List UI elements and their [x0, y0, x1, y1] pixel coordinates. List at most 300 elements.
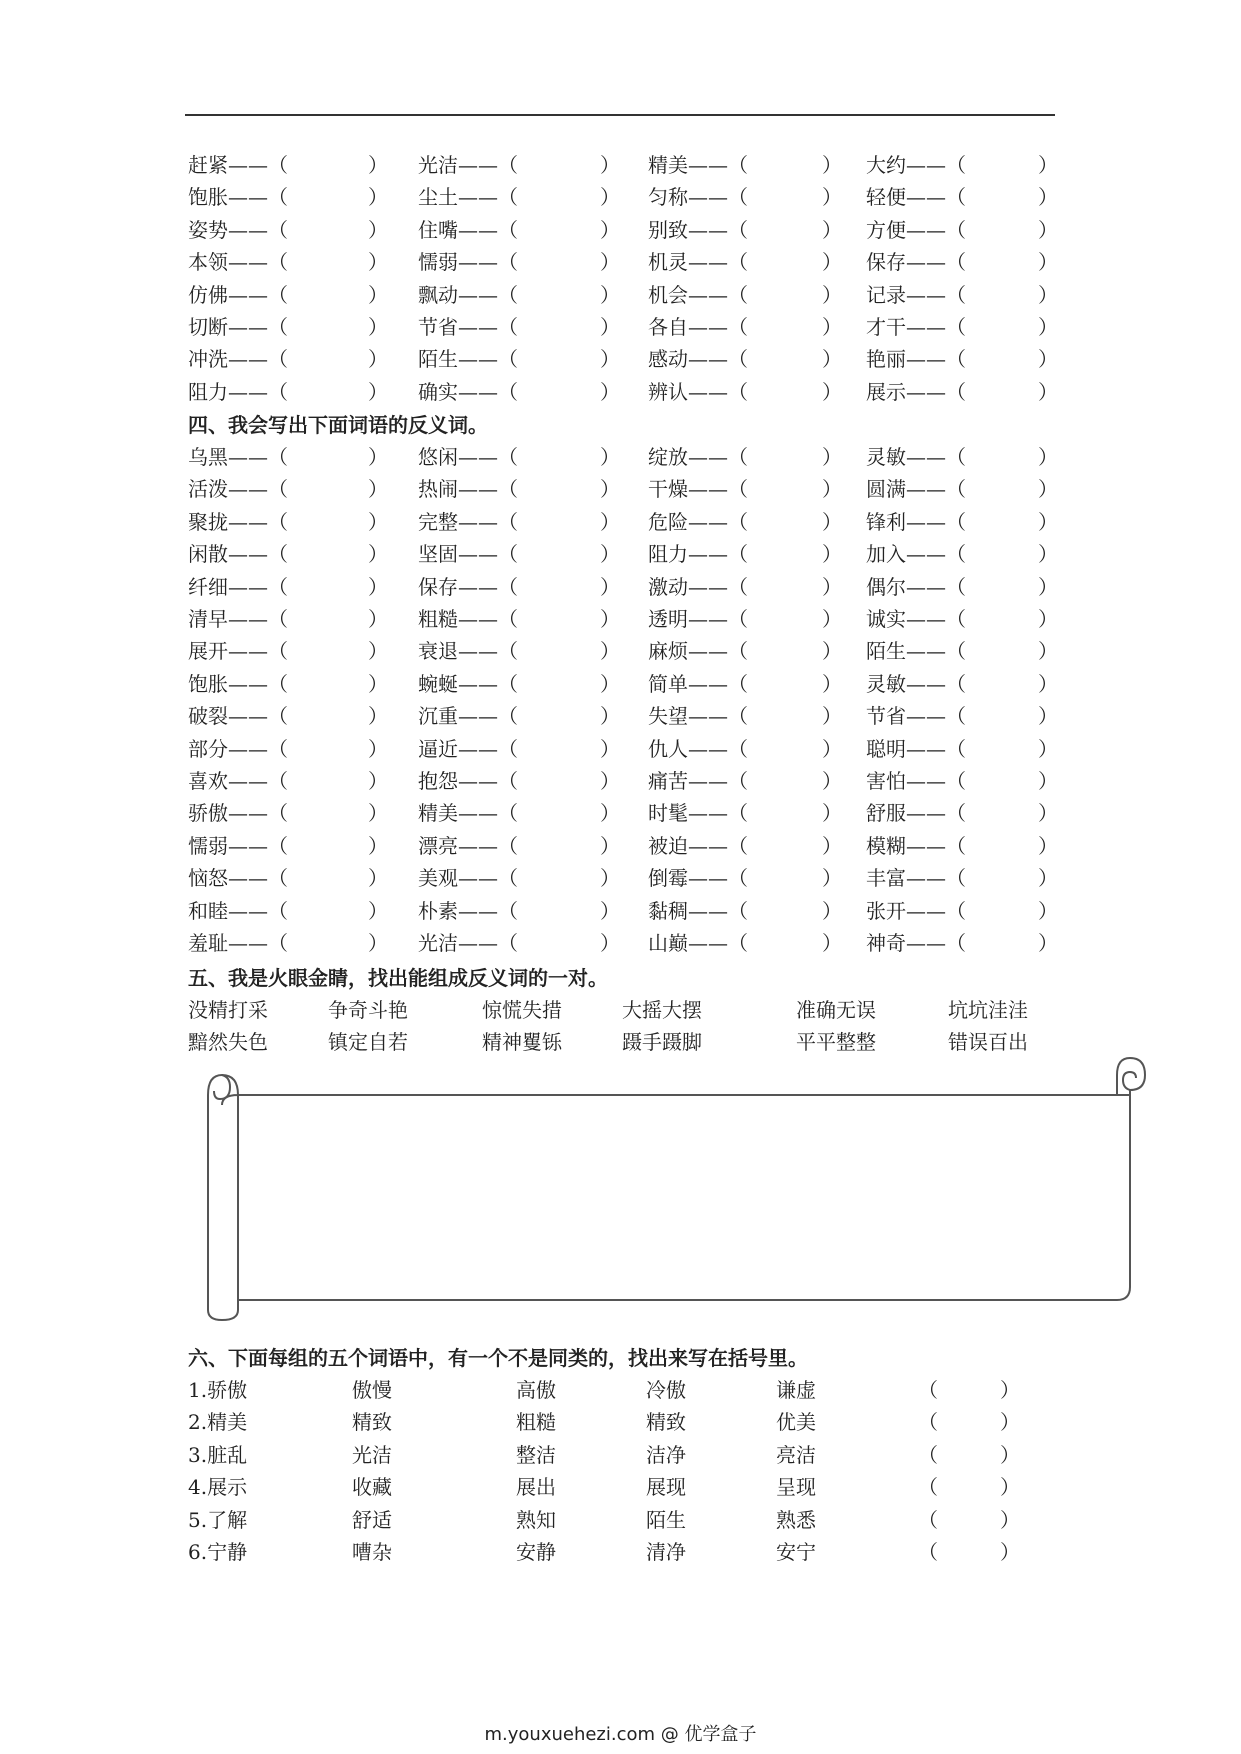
- open-paren: （: [498, 315, 518, 339]
- word-cell: 才干: [866, 315, 906, 339]
- open-paren: （: [946, 898, 966, 923]
- word-cell: 陌生: [646, 1507, 686, 1532]
- open-paren: （: [498, 445, 518, 469]
- answer-close-paren: ）: [368, 931, 388, 955]
- idiom-item: 坑坑洼洼: [948, 998, 1028, 1022]
- word-cell: 别致: [648, 217, 688, 242]
- open-paren: （: [728, 542, 748, 567]
- open-paren: （: [918, 1410, 938, 1435]
- open-paren: （: [498, 250, 518, 275]
- dash-glyph: ——: [906, 574, 946, 599]
- dash-glyph: ——: [458, 607, 498, 631]
- open-paren: （: [498, 574, 518, 599]
- open-paren: （: [946, 477, 966, 502]
- word-cell: 聚拢: [188, 509, 228, 534]
- word-cell: 感动: [648, 347, 688, 372]
- answer-close-paren: ）: [1038, 250, 1058, 275]
- word-cell: 热闹: [418, 477, 458, 502]
- word-cell: 简单: [648, 671, 688, 696]
- answer-close-paren: ）: [822, 931, 842, 955]
- word-cell: 模糊: [866, 833, 906, 858]
- dash-glyph: ——: [688, 769, 728, 793]
- answer-close-paren: ）: [822, 801, 842, 826]
- word-cell: 被迫: [648, 833, 688, 858]
- answer-close-paren: ）: [1038, 477, 1058, 502]
- dash-glyph: ——: [688, 282, 728, 307]
- word-cell: 喜欢: [188, 769, 228, 793]
- open-paren: （: [946, 736, 966, 761]
- open-paren: （: [728, 639, 748, 664]
- open-paren: （: [946, 671, 966, 696]
- dash-glyph: ——: [688, 509, 728, 534]
- answer-close-paren: ）: [1038, 379, 1058, 404]
- idiom-item: 平平整整: [796, 1030, 876, 1054]
- word-cell: 机灵: [648, 250, 688, 275]
- dash-glyph: ——: [228, 801, 268, 826]
- word-cell: 轻便: [866, 185, 906, 210]
- word-cell: 懦弱: [188, 833, 228, 858]
- answer-close-paren: ）: [1038, 509, 1058, 534]
- open-paren: （: [728, 509, 748, 534]
- dash-glyph: ——: [228, 153, 268, 177]
- open-paren: （: [268, 671, 288, 696]
- answer-close-paren: ）: [600, 379, 620, 404]
- word-cell: 闲散: [188, 542, 228, 567]
- word-cell: 各自: [648, 315, 688, 339]
- open-paren: （: [268, 282, 288, 307]
- answer-close-paren: ）: [822, 477, 842, 502]
- open-paren: （: [498, 217, 518, 242]
- dash-glyph: ——: [228, 833, 268, 858]
- open-paren: （: [498, 801, 518, 826]
- answer-close-paren: ）: [1000, 1540, 1020, 1564]
- open-paren: （: [268, 769, 288, 793]
- word-cell: 和睦: [188, 898, 228, 923]
- dash-glyph: ——: [228, 769, 268, 793]
- word-cell: 粗糙: [516, 1410, 556, 1435]
- word-cell: 6.宁静: [188, 1540, 248, 1564]
- word-cell: 优美: [776, 1410, 816, 1435]
- dash-glyph: ——: [688, 639, 728, 664]
- answer-close-paren: ）: [368, 477, 388, 502]
- answer-close-paren: ）: [1038, 639, 1058, 664]
- word-cell: 逼近: [418, 736, 458, 761]
- dash-glyph: ——: [458, 153, 498, 177]
- word-cell: 绽放: [648, 445, 688, 469]
- answer-close-paren: ）: [1038, 671, 1058, 696]
- open-paren: （: [498, 931, 518, 955]
- word-cell: 3.脏乱: [188, 1442, 248, 1467]
- word-cell: 饱胀: [188, 671, 228, 696]
- answer-close-paren: ）: [368, 217, 388, 242]
- word-cell: 切断: [188, 315, 228, 339]
- word-cell: 2.精美: [188, 1410, 248, 1435]
- dash-glyph: ——: [906, 315, 946, 339]
- open-paren: （: [268, 315, 288, 339]
- answer-close-paren: ）: [822, 898, 842, 923]
- answer-close-paren: ）: [368, 542, 388, 567]
- word-cell: 阻力: [648, 542, 688, 567]
- word-cell: 仿佛: [188, 282, 228, 307]
- word-cell: 漂亮: [418, 833, 458, 858]
- word-cell: 山巅: [648, 931, 688, 955]
- word-cell: 美观: [418, 866, 458, 891]
- open-paren: （: [498, 607, 518, 631]
- word-cell: 激动: [648, 574, 688, 599]
- dash-glyph: ——: [688, 866, 728, 891]
- word-cell: 乌黑: [188, 445, 228, 469]
- dash-glyph: ——: [458, 509, 498, 534]
- dash-glyph: ——: [906, 736, 946, 761]
- open-paren: （: [728, 250, 748, 275]
- answer-close-paren: ）: [1038, 769, 1058, 793]
- dash-glyph: ——: [228, 607, 268, 631]
- open-paren: （: [728, 282, 748, 307]
- word-cell: 大约: [866, 153, 906, 177]
- open-paren: （: [946, 379, 966, 404]
- dash-glyph: ——: [906, 509, 946, 534]
- word-cell: 高傲: [516, 1378, 556, 1402]
- word-cell: 整洁: [516, 1442, 556, 1467]
- open-paren: （: [946, 509, 966, 534]
- dash-glyph: ——: [906, 866, 946, 891]
- answer-close-paren: ）: [1000, 1475, 1020, 1500]
- word-cell: 圆满: [866, 477, 906, 502]
- open-paren: （: [268, 542, 288, 567]
- answer-close-paren: ）: [600, 542, 620, 567]
- answer-close-paren: ）: [600, 671, 620, 696]
- answer-close-paren: ）: [600, 769, 620, 793]
- open-paren: （: [946, 574, 966, 599]
- answer-close-paren: ）: [1038, 898, 1058, 923]
- open-paren: （: [946, 217, 966, 242]
- open-paren: （: [268, 477, 288, 502]
- answer-close-paren: ）: [600, 315, 620, 339]
- open-paren: （: [728, 185, 748, 210]
- dash-glyph: ——: [458, 379, 498, 404]
- dash-glyph: ——: [688, 445, 728, 469]
- word-cell: 谦虚: [776, 1378, 816, 1402]
- odd-section-title: 六、下面每组的五个词语中，有一个不是同类的，找出来写在括号里。: [188, 1346, 808, 1370]
- answer-close-paren: ）: [600, 931, 620, 955]
- open-paren: （: [728, 704, 748, 729]
- word-cell: 安宁: [776, 1540, 816, 1564]
- word-cell: 艳丽: [866, 347, 906, 372]
- word-cell: 坚固: [418, 542, 458, 567]
- word-cell: 聪明: [866, 736, 906, 761]
- answer-close-paren: ）: [822, 736, 842, 761]
- word-cell: 住嘴: [418, 217, 458, 242]
- dash-glyph: ——: [688, 574, 728, 599]
- answer-close-paren: ）: [368, 379, 388, 404]
- dash-glyph: ——: [688, 671, 728, 696]
- word-cell: 精美: [648, 153, 688, 177]
- dash-glyph: ——: [906, 769, 946, 793]
- word-cell: 本领: [188, 250, 228, 275]
- answer-close-paren: ）: [368, 671, 388, 696]
- open-paren: （: [946, 931, 966, 955]
- word-cell: 诚实: [866, 607, 906, 631]
- dash-glyph: ——: [688, 250, 728, 275]
- open-paren: （: [268, 509, 288, 534]
- open-paren: （: [268, 866, 288, 891]
- open-paren: （: [946, 185, 966, 210]
- open-paren: （: [728, 801, 748, 826]
- open-paren: （: [268, 379, 288, 404]
- dash-glyph: ——: [906, 153, 946, 177]
- answer-close-paren: ）: [822, 153, 842, 177]
- open-paren: （: [498, 769, 518, 793]
- open-paren: （: [268, 736, 288, 761]
- dash-glyph: ——: [906, 542, 946, 567]
- answer-close-paren: ）: [368, 445, 388, 469]
- dash-glyph: ——: [228, 574, 268, 599]
- word-cell: 活泼: [188, 477, 228, 502]
- word-cell: 灵敏: [866, 671, 906, 696]
- dash-glyph: ——: [688, 185, 728, 210]
- word-cell: 洁净: [646, 1442, 686, 1467]
- answer-close-paren: ）: [822, 347, 842, 372]
- word-cell: 保存: [866, 250, 906, 275]
- dash-glyph: ——: [458, 185, 498, 210]
- answer-close-paren: ）: [368, 185, 388, 210]
- open-paren: （: [946, 153, 966, 177]
- word-cell: 冲洗: [188, 347, 228, 372]
- open-paren: （: [946, 866, 966, 891]
- word-cell: 阻力: [188, 379, 228, 404]
- open-paren: （: [268, 898, 288, 923]
- dash-glyph: ——: [688, 607, 728, 631]
- dash-glyph: ——: [906, 379, 946, 404]
- dash-glyph: ——: [458, 833, 498, 858]
- word-cell: 光洁: [418, 153, 458, 177]
- dash-glyph: ——: [228, 931, 268, 955]
- answer-close-paren: ）: [1000, 1378, 1020, 1402]
- dash-glyph: ——: [688, 736, 728, 761]
- open-paren: （: [728, 217, 748, 242]
- open-paren: （: [728, 833, 748, 858]
- open-paren: （: [728, 769, 748, 793]
- answer-close-paren: ）: [368, 866, 388, 891]
- word-cell: 尘土: [418, 185, 458, 210]
- word-cell: 亮洁: [776, 1442, 816, 1467]
- open-paren: （: [918, 1442, 938, 1467]
- open-paren: （: [498, 639, 518, 664]
- word-cell: 神奇: [866, 931, 906, 955]
- dash-glyph: ——: [228, 315, 268, 339]
- idiom-item: 大摇大摆: [622, 998, 702, 1022]
- open-paren: （: [268, 833, 288, 858]
- word-cell: 展示: [866, 379, 906, 404]
- answer-close-paren: ）: [368, 769, 388, 793]
- open-paren: （: [268, 607, 288, 631]
- open-paren: （: [946, 639, 966, 664]
- word-cell: 透明: [648, 607, 688, 631]
- open-paren: （: [498, 185, 518, 210]
- word-cell: 危险: [648, 509, 688, 534]
- word-cell: 纤细: [188, 574, 228, 599]
- dash-glyph: ——: [688, 542, 728, 567]
- word-cell: 展出: [516, 1475, 556, 1500]
- answer-close-paren: ）: [600, 282, 620, 307]
- word-cell: 匀称: [648, 185, 688, 210]
- answer-close-paren: ）: [822, 704, 842, 729]
- open-paren: （: [268, 185, 288, 210]
- dash-glyph: ——: [228, 509, 268, 534]
- dash-glyph: ——: [458, 736, 498, 761]
- word-cell: 衰退: [418, 639, 458, 664]
- open-paren: （: [728, 445, 748, 469]
- answer-close-paren: ）: [1038, 866, 1058, 891]
- answer-close-paren: ）: [1038, 607, 1058, 631]
- dash-glyph: ——: [458, 801, 498, 826]
- open-paren: （: [268, 347, 288, 372]
- answer-close-paren: ）: [1038, 542, 1058, 567]
- dash-glyph: ——: [228, 671, 268, 696]
- word-cell: 部分: [188, 736, 228, 761]
- answer-close-paren: ）: [600, 250, 620, 275]
- open-paren: （: [498, 671, 518, 696]
- dash-glyph: ——: [228, 282, 268, 307]
- answer-close-paren: ）: [822, 445, 842, 469]
- word-cell: 熟悉: [776, 1507, 816, 1532]
- dash-glyph: ——: [906, 607, 946, 631]
- answer-close-paren: ）: [600, 509, 620, 534]
- idiom-item: 错误百出: [948, 1030, 1028, 1054]
- answer-close-paren: ）: [822, 379, 842, 404]
- word-cell: 精致: [646, 1410, 686, 1435]
- word-cell: 时髦: [648, 801, 688, 826]
- answer-close-paren: ）: [822, 574, 842, 599]
- open-paren: （: [728, 866, 748, 891]
- dash-glyph: ——: [688, 217, 728, 242]
- open-paren: （: [268, 704, 288, 729]
- answer-close-paren: ）: [822, 866, 842, 891]
- dash-glyph: ——: [458, 217, 498, 242]
- word-cell: 嘈杂: [352, 1540, 392, 1564]
- dash-glyph: ——: [458, 671, 498, 696]
- answer-close-paren: ）: [1038, 315, 1058, 339]
- word-cell: 抱怨: [418, 769, 458, 793]
- idiom-item: 惊慌失措: [482, 998, 562, 1022]
- dash-glyph: ——: [906, 477, 946, 502]
- open-paren: （: [498, 379, 518, 404]
- answer-close-paren: ）: [822, 185, 842, 210]
- open-paren: （: [498, 282, 518, 307]
- open-paren: （: [268, 217, 288, 242]
- top-rule: [185, 114, 1055, 116]
- dash-glyph: ——: [688, 704, 728, 729]
- open-paren: （: [946, 833, 966, 858]
- dash-glyph: ——: [228, 898, 268, 923]
- dash-glyph: ——: [458, 898, 498, 923]
- open-paren: （: [268, 639, 288, 664]
- word-cell: 确实: [418, 379, 458, 404]
- answer-close-paren: ）: [600, 477, 620, 502]
- word-cell: 恼怒: [188, 866, 228, 891]
- answer-close-paren: ）: [822, 639, 842, 664]
- word-cell: 饱胀: [188, 185, 228, 210]
- word-cell: 飘动: [418, 282, 458, 307]
- dash-glyph: ——: [458, 445, 498, 469]
- answer-close-paren: ）: [368, 898, 388, 923]
- answer-close-paren: ）: [600, 704, 620, 729]
- dash-glyph: ——: [688, 379, 728, 404]
- word-cell: 痛苦: [648, 769, 688, 793]
- dash-glyph: ——: [458, 931, 498, 955]
- answer-close-paren: ）: [1038, 217, 1058, 242]
- open-paren: （: [918, 1540, 938, 1564]
- dash-glyph: ——: [688, 153, 728, 177]
- dash-glyph: ——: [228, 250, 268, 275]
- open-paren: （: [498, 736, 518, 761]
- word-cell: 精致: [352, 1410, 392, 1435]
- word-cell: 蜿蜒: [418, 671, 458, 696]
- word-cell: 傲慢: [352, 1378, 392, 1402]
- word-cell: 悠闲: [418, 445, 458, 469]
- dash-glyph: ——: [906, 671, 946, 696]
- answer-close-paren: ）: [600, 833, 620, 858]
- answer-close-paren: ）: [1038, 931, 1058, 955]
- dash-glyph: ——: [906, 445, 946, 469]
- word-cell: 赶紧: [188, 153, 228, 177]
- open-paren: （: [268, 153, 288, 177]
- dash-glyph: ——: [458, 282, 498, 307]
- idiom-item: 精神矍铄: [482, 1030, 562, 1054]
- dash-glyph: ——: [906, 185, 946, 210]
- open-paren: （: [498, 866, 518, 891]
- word-cell: 偶尔: [866, 574, 906, 599]
- open-paren: （: [268, 931, 288, 955]
- open-paren: （: [268, 250, 288, 275]
- dash-glyph: ——: [458, 477, 498, 502]
- word-cell: 5.了解: [188, 1507, 248, 1532]
- dash-glyph: ——: [906, 898, 946, 923]
- word-cell: 光洁: [352, 1442, 392, 1467]
- dash-glyph: ——: [906, 704, 946, 729]
- dash-glyph: ——: [906, 347, 946, 372]
- word-cell: 收藏: [352, 1475, 392, 1500]
- idiom-item: 镇定自若: [328, 1030, 408, 1054]
- open-paren: （: [498, 509, 518, 534]
- open-paren: （: [268, 445, 288, 469]
- word-cell: 清净: [646, 1540, 686, 1564]
- open-paren: （: [728, 736, 748, 761]
- dash-glyph: ——: [688, 477, 728, 502]
- open-paren: （: [728, 898, 748, 923]
- answer-close-paren: ）: [600, 866, 620, 891]
- answer-close-paren: ）: [368, 574, 388, 599]
- word-cell: 熟知: [516, 1507, 556, 1532]
- word-cell: 干燥: [648, 477, 688, 502]
- dash-glyph: ——: [228, 704, 268, 729]
- open-paren: （: [728, 607, 748, 631]
- scroll-answer-box: [200, 1055, 1150, 1330]
- dash-glyph: ——: [228, 445, 268, 469]
- answer-close-paren: ）: [822, 282, 842, 307]
- open-paren: （: [918, 1475, 938, 1500]
- answer-close-paren: ）: [1038, 704, 1058, 729]
- idiom-item: 争奇斗艳: [328, 998, 408, 1022]
- open-paren: （: [268, 801, 288, 826]
- answer-close-paren: ）: [368, 607, 388, 631]
- dash-glyph: ——: [906, 801, 946, 826]
- answer-close-paren: ）: [368, 801, 388, 826]
- word-cell: 丰富: [866, 866, 906, 891]
- dash-glyph: ——: [906, 639, 946, 664]
- word-cell: 冷傲: [646, 1378, 686, 1402]
- open-paren: （: [498, 833, 518, 858]
